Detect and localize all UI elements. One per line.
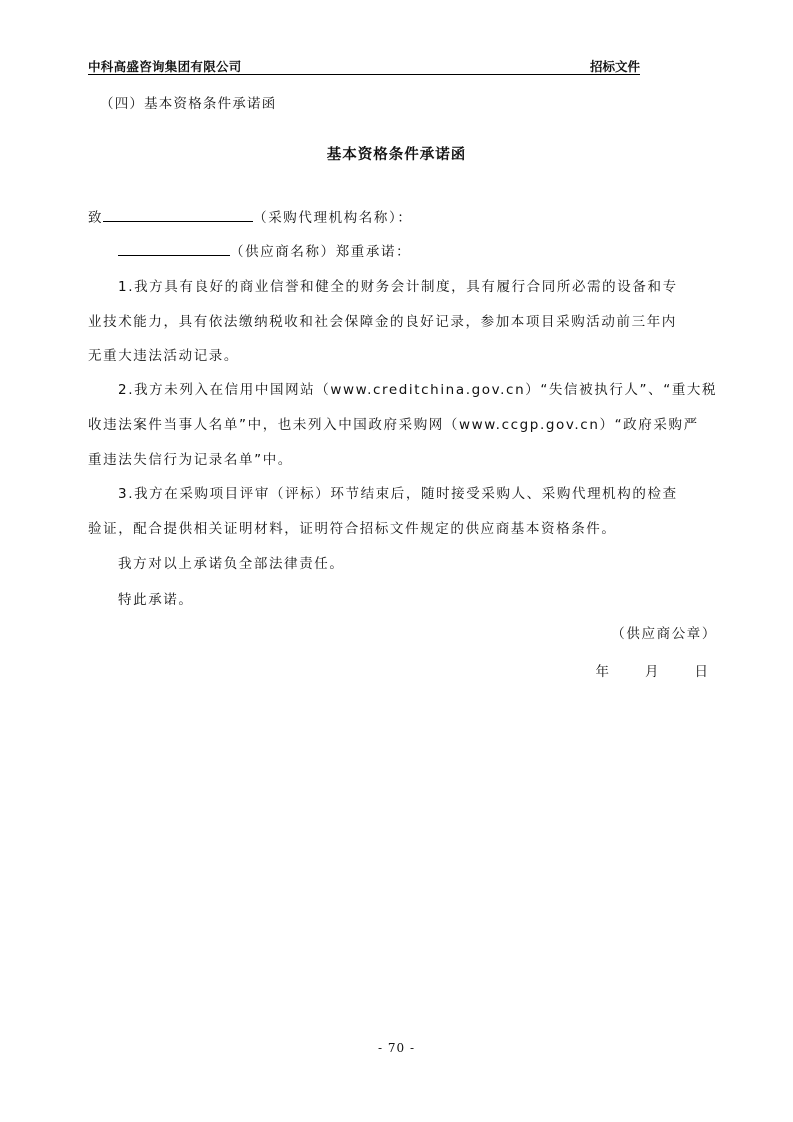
- supplier-line-suffix: （供应商名称）郑重承诺：: [230, 244, 412, 260]
- clause-2-line-1: 2.我方未列入在信用中国网站（www.creditchina.gov.cn）“失信被执行人”、“重大税: [118, 382, 718, 398]
- supplier-line: [118, 240, 411, 260]
- page-header: [88, 56, 640, 75]
- clause-1-line-2: 业技术能力，具有依法缴纳税收和社会保障金的良好记录，参加本项目采购活动前三年内: [88, 314, 677, 330]
- closing-statement: 特此承诺。: [118, 592, 194, 608]
- clause-3-line-2: 验证，配合提供相关证明材料，证明符合招标文件规定的供应商基本资格条件。: [88, 521, 617, 537]
- clause-3-line-1: 3.我方在采购项目评审（评标）环节结束后，随时接受采购人、采购代理机构的检查: [118, 486, 678, 502]
- addressee-suffix: （采购代理机构名称）：: [253, 210, 413, 226]
- supplier-name-blank: [118, 255, 230, 256]
- addressee-prefix: 致: [88, 210, 104, 226]
- supplier-seal-label: （供应商公章）: [611, 626, 717, 642]
- clause-2-line-2: 收违法案件当事人名单”中，也未列入中国政府采购网（www.ccgp.gov.cn）“政府采购严: [88, 417, 699, 433]
- page-number: - 70 -: [377, 1041, 415, 1055]
- section-heading: （四）基本资格条件承诺函: [100, 96, 277, 112]
- agency-name-blank: [103, 221, 253, 222]
- header-company-name: 中科高盛咨询集团有限公司: [88, 59, 242, 74]
- clause-2-line-3: 重违法失信行为记录名单”中。: [88, 452, 293, 468]
- date-label: 年 月 日: [595, 664, 711, 680]
- liability-statement: 我方对以上承诺负全部法律责任。: [118, 556, 345, 572]
- addressee-line: [88, 206, 412, 226]
- clause-1-line-1: 1.我方具有良好的商业信誉和健全的财务会计制度，具有履行合同所必需的设备和专: [118, 279, 678, 295]
- clause-1-line-3: 无重大违法活动记录。: [88, 348, 239, 364]
- document-title: 基本资格条件承诺函: [326, 147, 467, 163]
- header-document-type: 招标文件: [589, 59, 640, 74]
